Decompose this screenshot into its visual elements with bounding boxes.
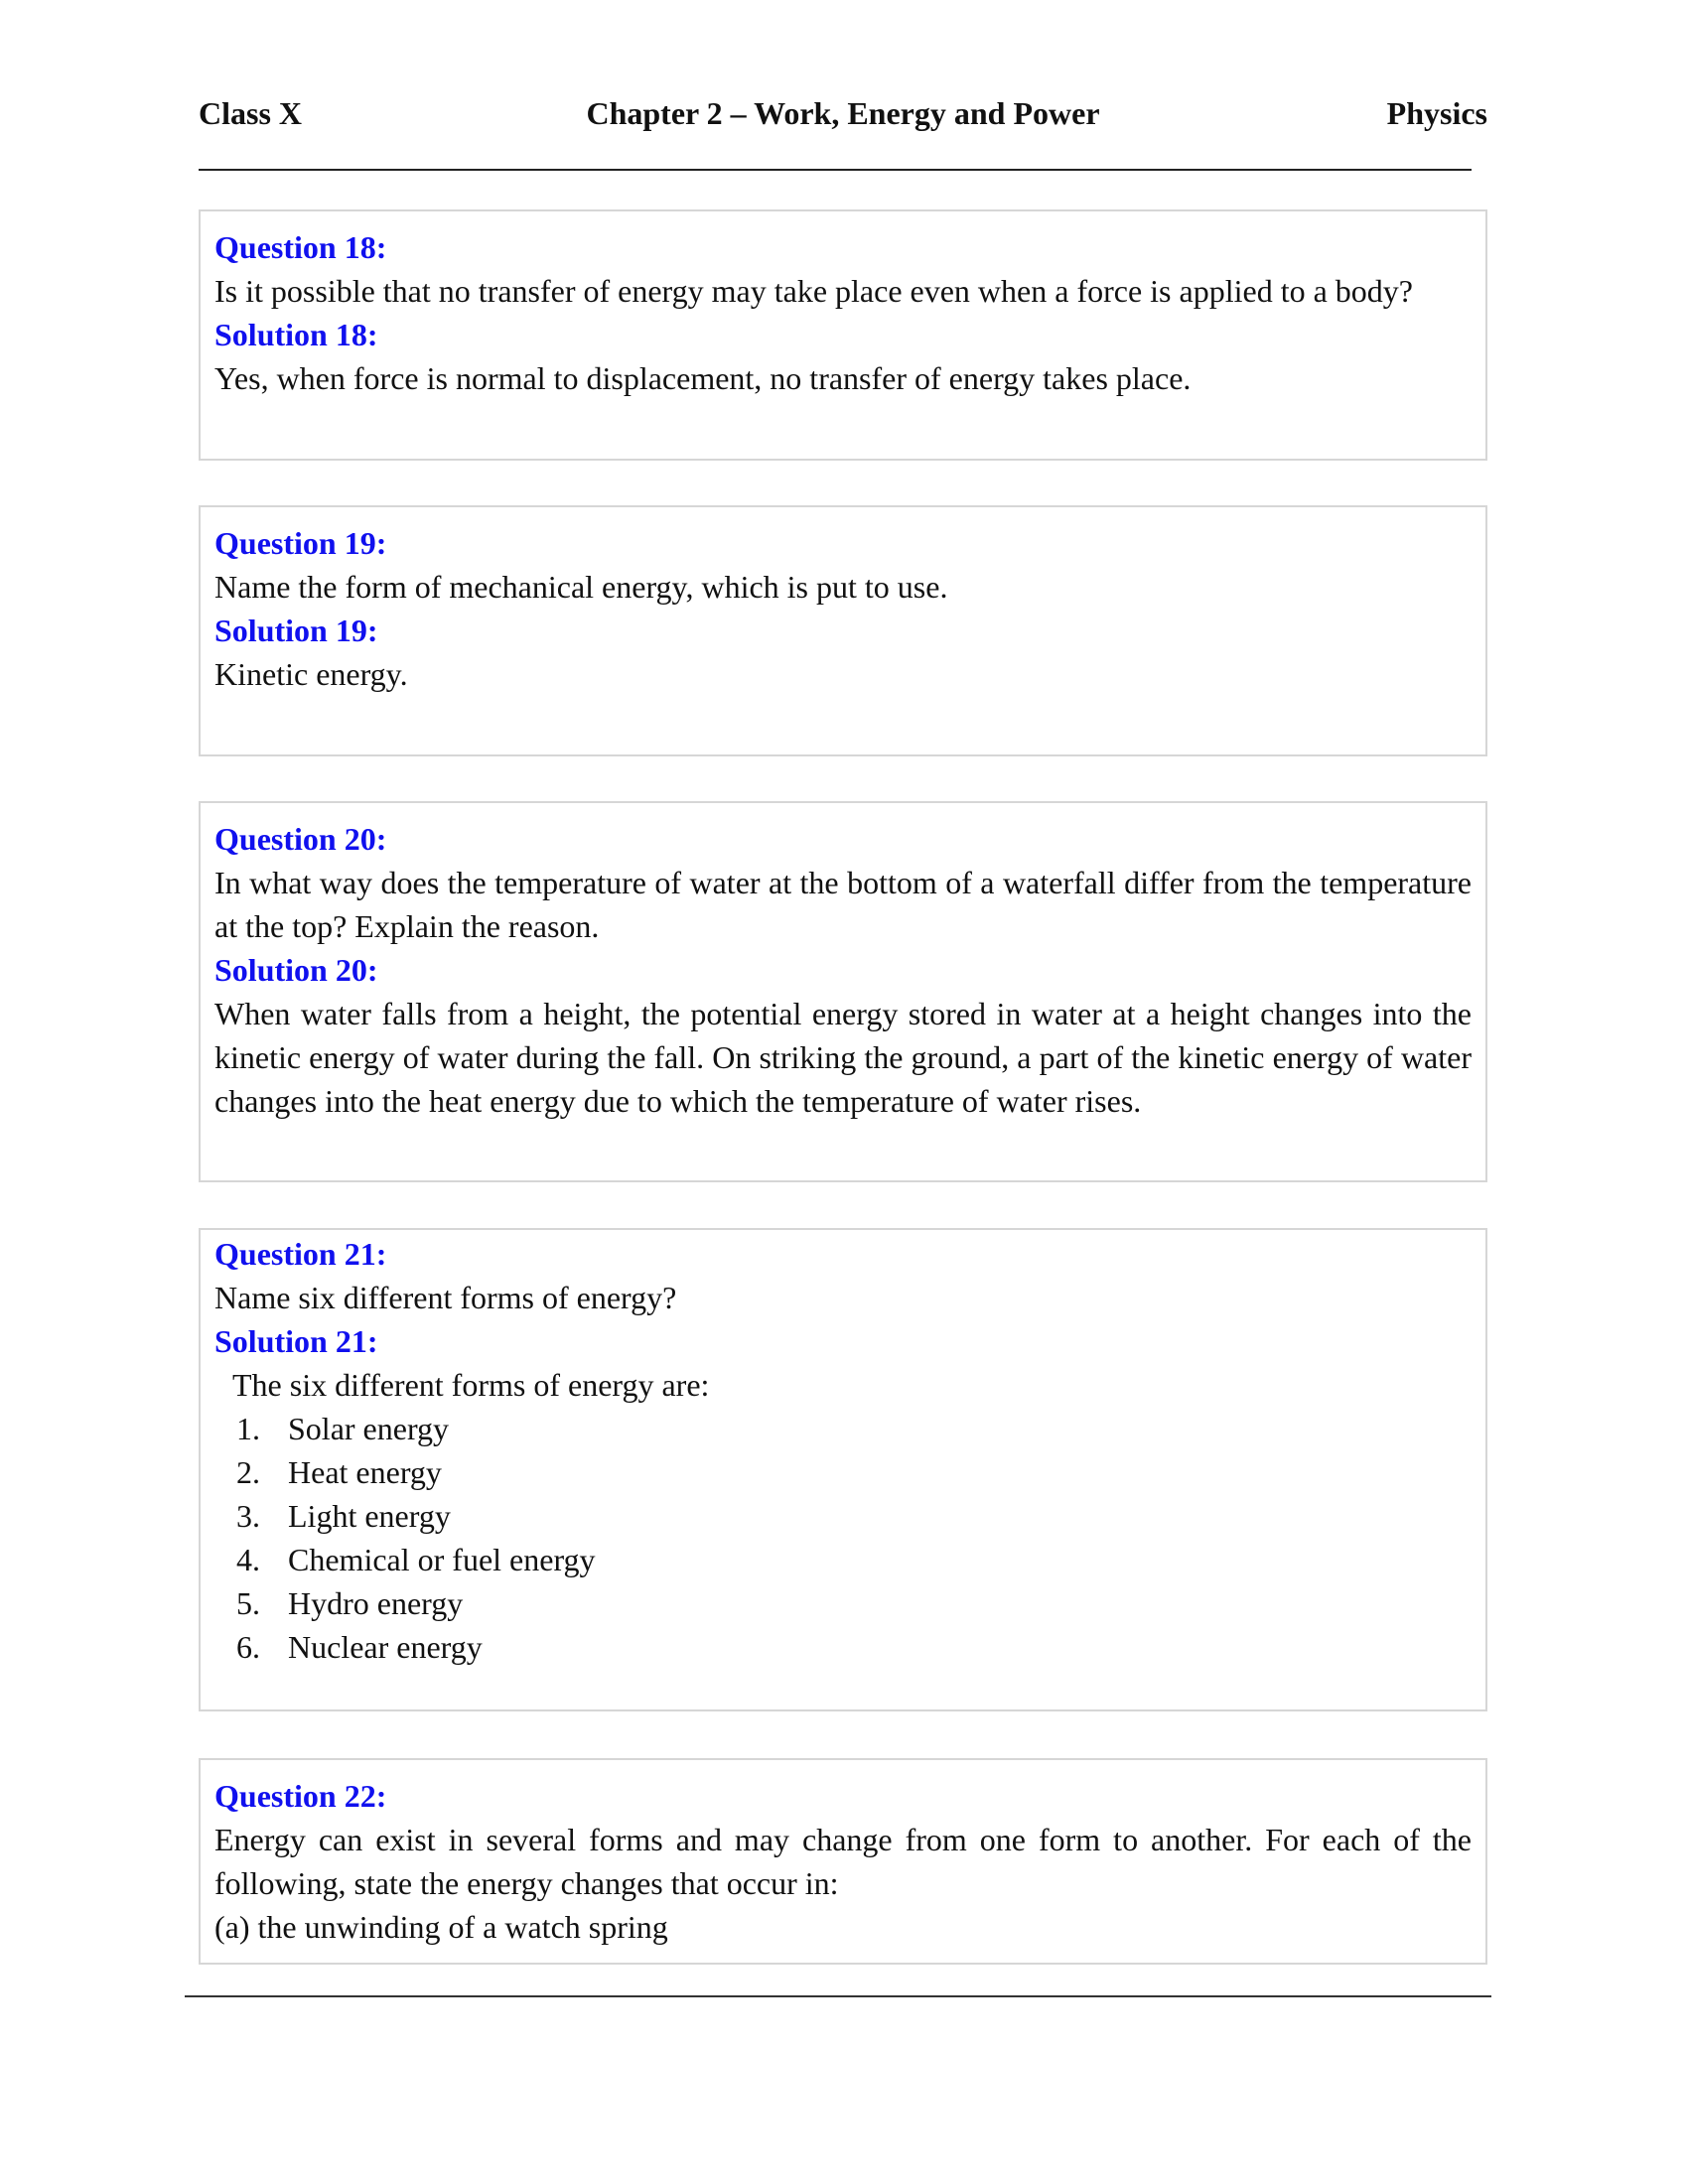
question-text: Is it possible that no transfer of energy may take place even when a force is applied to a body? <box>214 273 1413 309</box>
qa-block-22 <box>199 1758 1487 1965</box>
solution-label: Solution 18: <box>214 317 378 352</box>
list-item-text: Solar energy <box>288 1411 450 1446</box>
solution-text: Yes, when force is normal to displacement, no transfer of energy takes place. <box>214 360 1192 396</box>
energy-forms-list <box>214 1407 1472 1669</box>
solution-intro: The six different forms of energy are: <box>232 1367 710 1403</box>
list-item-text: Light energy <box>288 1498 451 1534</box>
list-item <box>214 1450 1472 1494</box>
solution-label: Solution 21: <box>214 1323 378 1359</box>
list-item <box>214 1581 1472 1625</box>
list-item-text: Chemical or fuel energy <box>288 1542 596 1577</box>
question-label: Question 18: <box>214 229 387 265</box>
question-sub-item: (a) the unwinding of a watch spring <box>214 1909 668 1945</box>
solution-label: Solution 19: <box>214 613 378 648</box>
list-item-text: Hydro energy <box>288 1585 464 1621</box>
question-label: Question 22: <box>214 1778 387 1814</box>
header-subject: Physics <box>1386 95 1487 131</box>
question-label: Question 20: <box>214 821 387 857</box>
qa-block-19 <box>199 505 1487 756</box>
header-class: Class X <box>199 95 303 131</box>
list-item <box>214 1494 1472 1538</box>
list-item-number: 3. <box>236 1498 260 1534</box>
header-chapter-title: Chapter 2 – Work, Energy and Power <box>586 95 1100 131</box>
question-text: Name six different forms of energy? <box>214 1280 677 1315</box>
qa-block-20 <box>199 801 1487 1182</box>
list-item-text: Nuclear energy <box>288 1629 483 1665</box>
question-label: Question 21: <box>214 1236 387 1272</box>
qa-block-21 <box>199 1228 1487 1711</box>
list-item-number: 6. <box>236 1629 260 1665</box>
list-item-number: 2. <box>236 1454 260 1490</box>
question-text: Name the form of mechanical energy, which is put to use. <box>214 569 948 605</box>
list-item-number: 5. <box>236 1585 260 1621</box>
solution-text: Kinetic energy. <box>214 656 408 692</box>
list-item-number: 4. <box>236 1542 260 1577</box>
solution-text: When water falls from a height, the potential energy stored in water at a height changes into the kinetic energy of water during the fall. On striking the ground, a part of the kinetic energy of water changes into the heat energy due to which the temperature of water rises. <box>214 996 1472 1119</box>
list-item-number: 1. <box>236 1411 260 1446</box>
question-label: Question 19: <box>214 525 387 561</box>
solution-label: Solution 20: <box>214 952 378 988</box>
footer-divider <box>185 1995 1491 1997</box>
question-text: Energy can exist in several forms and may change from one form to another. For each of the following, state the energy changes that occur in: <box>214 1822 1472 1901</box>
page-header <box>199 95 1487 143</box>
list-item <box>214 1625 1472 1669</box>
header-divider <box>199 169 1472 171</box>
list-item <box>214 1407 1472 1450</box>
question-text: In what way does the temperature of water at the bottom of a waterfall differ from the temperature at the top? Explain the reason. <box>214 865 1472 944</box>
list-item-text: Heat energy <box>288 1454 442 1490</box>
list-item <box>214 1538 1472 1581</box>
qa-block-18 <box>199 209 1487 461</box>
